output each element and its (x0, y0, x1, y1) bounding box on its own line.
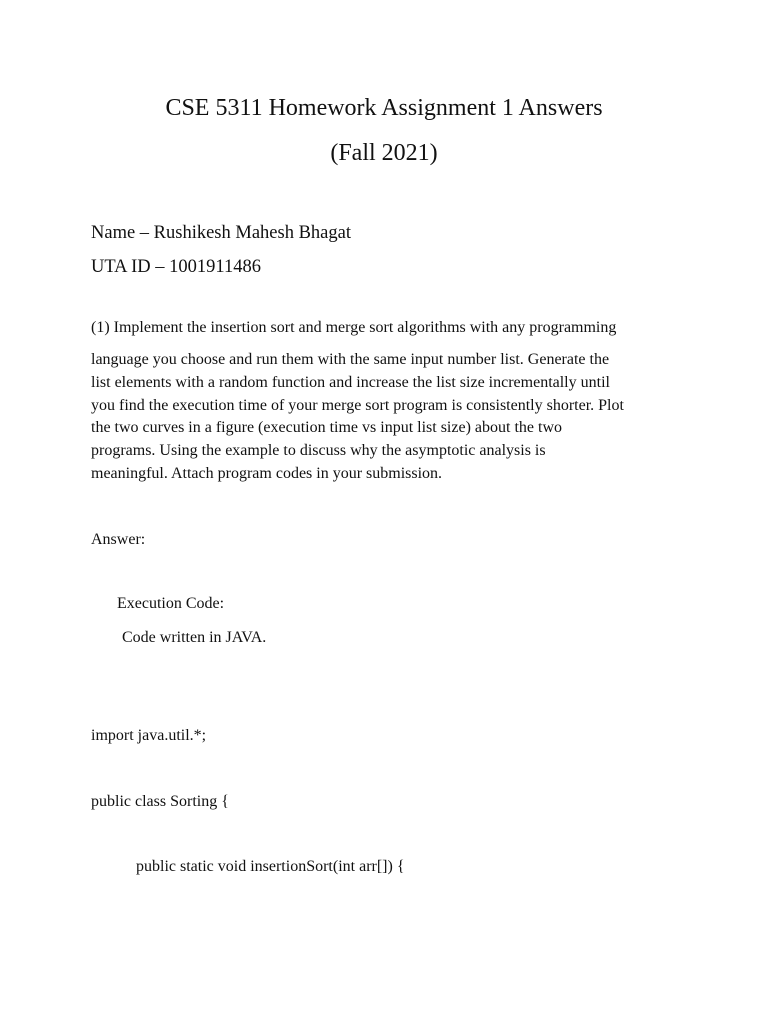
question-line: meaningful. Attach program codes in your submission. (91, 464, 443, 482)
student-id: UTA ID – 1001911486 (91, 257, 261, 277)
question-first-line: (1) Implement the insertion sort and merge sort algorithms with any programming (91, 319, 617, 336)
document-title: CSE 5311 Homework Assignment 1 Answers (165, 95, 603, 121)
student-name: Name – Rushikesh Mahesh Bhagat (91, 223, 351, 243)
code-line: public class Sorting { (91, 793, 229, 810)
code-line: import java.util.*; (91, 727, 207, 744)
execution-code-label: Execution Code: (117, 595, 225, 612)
answer-label: Answer: (91, 531, 146, 548)
question-line: the two curves in a figure (execution time vs input list size) about the two (91, 419, 562, 437)
question-line: you find the execution time of your merge sort program is consistently shorter. Plot (91, 396, 624, 414)
document-term: (Fall 2021) (330, 140, 438, 166)
question-body (91, 349, 671, 486)
question-line: language you choose and run them with the same input number list. Generate the (91, 351, 610, 368)
code-language-note: Code written in JAVA. (122, 629, 267, 646)
question-line: list elements with a random function and increase the list size incrementally until (91, 373, 610, 391)
question-line: programs. Using the example to discuss why the asymptotic analysis is (91, 442, 546, 460)
code-line: public static void insertionSort(int arr[]) { (136, 858, 405, 875)
